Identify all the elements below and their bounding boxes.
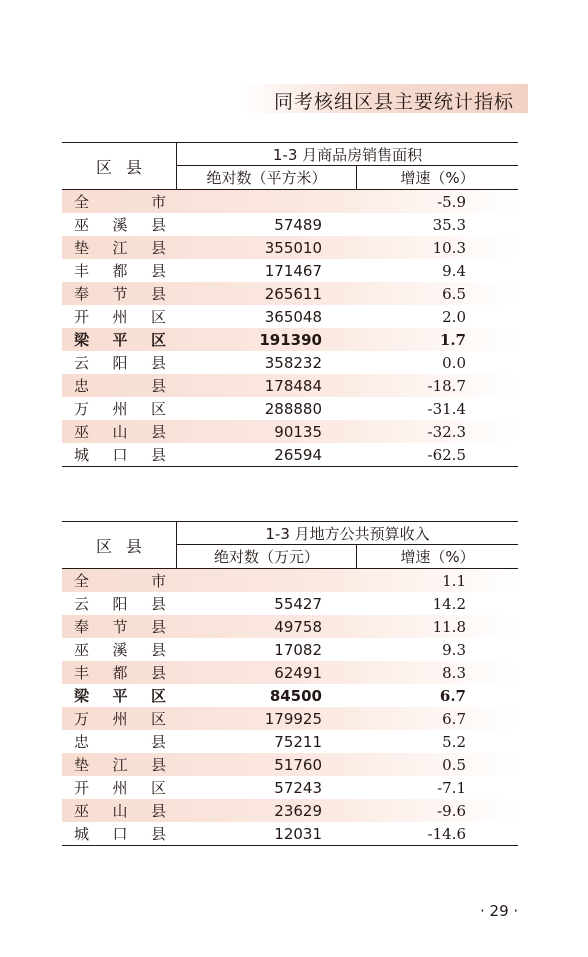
- district-name: [74, 328, 166, 351]
- district-char: 江: [112, 239, 128, 257]
- district-name: [74, 638, 166, 661]
- district-char: 区: [150, 779, 166, 797]
- district-char: 万: [74, 400, 90, 418]
- absolute-value: 358232: [264, 353, 322, 372]
- table-row: [62, 351, 518, 374]
- district-char: 城: [74, 446, 90, 464]
- district-char: 节: [112, 285, 128, 303]
- district-char: 区: [150, 400, 166, 418]
- district-char: 区: [150, 331, 166, 349]
- page-title: 同考核组区县主要统计指标: [273, 91, 514, 113]
- district-char: 城: [74, 825, 90, 843]
- district-char: 梁: [74, 687, 90, 705]
- district-char: 州: [112, 710, 128, 728]
- table-row: [62, 374, 518, 397]
- district-name: [74, 753, 166, 776]
- absolute-value: 191390: [259, 330, 322, 349]
- district-char: 区: [150, 687, 166, 705]
- table-row: [62, 799, 518, 822]
- absolute-header: 绝对数（平方米）: [206, 169, 327, 187]
- table-row: [62, 236, 518, 259]
- district-char: 奉: [74, 618, 90, 636]
- absolute-value: 265611: [264, 284, 322, 303]
- growth-rate: 2.0: [442, 307, 466, 326]
- district-name: [74, 259, 166, 282]
- absolute-value: 355010: [264, 238, 322, 257]
- table-row: [62, 328, 518, 351]
- growth-rate: 11.8: [432, 617, 466, 636]
- growth-rate: 1.7: [439, 330, 466, 349]
- absolute-header: 绝对数（万元）: [213, 548, 319, 566]
- district-char: 忠: [74, 733, 90, 751]
- growth-rate: -32.3: [427, 422, 466, 441]
- district-name: [74, 213, 166, 236]
- growth-rate: 9.3: [442, 640, 466, 659]
- district-name: [74, 190, 166, 213]
- table-row: [62, 730, 518, 753]
- district-char: 溪: [112, 216, 128, 234]
- table-row: [62, 615, 518, 638]
- district-char: 山: [112, 802, 128, 820]
- table-body: [62, 190, 518, 467]
- district-name: [74, 615, 166, 638]
- table-row: [62, 569, 518, 592]
- district-char: 县: [150, 285, 166, 303]
- growth-header: 增速（%）: [400, 548, 475, 566]
- absolute-value: 55427: [274, 594, 322, 613]
- table-row: [62, 305, 518, 328]
- district-char: 巫: [74, 641, 90, 659]
- absolute-value: 57489: [274, 215, 322, 234]
- district-name: [74, 799, 166, 822]
- district-char: 县: [150, 802, 166, 820]
- district-name: [74, 707, 166, 730]
- growth-rate: 0.5: [442, 755, 466, 774]
- district-char: 县: [150, 423, 166, 441]
- growth-rate: -31.4: [427, 399, 466, 418]
- district-name: [74, 305, 166, 328]
- district-name: [74, 569, 166, 592]
- growth-rate: 5.2: [442, 732, 466, 751]
- district-char: 万: [74, 710, 90, 728]
- district-char: 全: [74, 193, 90, 211]
- district-char: 云: [74, 595, 90, 613]
- district-name: [74, 397, 166, 420]
- growth-rate: 8.3: [442, 663, 466, 682]
- growth-rate: 1.1: [442, 571, 466, 590]
- district-header: 区县: [95, 157, 156, 177]
- growth-rate: 14.2: [432, 594, 466, 613]
- district-name: [74, 776, 166, 799]
- district-char: 平: [112, 687, 128, 705]
- district-char: 云: [74, 354, 90, 372]
- table-header: [62, 521, 518, 569]
- table-title: 1-3 月地方公共预算收入: [265, 524, 430, 543]
- absolute-value: 171467: [264, 261, 322, 280]
- growth-rate: 0.0: [442, 353, 466, 372]
- table-body: [62, 569, 518, 846]
- table-row: [62, 259, 518, 282]
- district-char: 口: [112, 446, 128, 464]
- district-char: 丰: [74, 262, 90, 280]
- table-title: 1-3 月商品房销售面积: [272, 145, 423, 164]
- table-row: [62, 420, 518, 443]
- district-char: 州: [112, 308, 128, 326]
- district-char: 丰: [74, 664, 90, 682]
- district-char: 平: [112, 331, 128, 349]
- district-name: [74, 420, 166, 443]
- absolute-value: 26594: [274, 445, 322, 464]
- sales-area-table: [62, 142, 518, 467]
- district-char: 阳: [112, 595, 128, 613]
- district-char: 山: [112, 423, 128, 441]
- table-header: [62, 142, 518, 190]
- growth-rate: -9.6: [437, 801, 466, 820]
- district-char: 县: [150, 239, 166, 257]
- district-name: [74, 822, 166, 845]
- table-row: [62, 397, 518, 420]
- table-row: [62, 753, 518, 776]
- district-char: 县: [150, 354, 166, 372]
- growth-rate: 9.4: [442, 261, 466, 280]
- absolute-value: 288880: [264, 399, 322, 418]
- growth-rate: -18.7: [427, 376, 466, 395]
- growth-rate: -7.1: [437, 778, 466, 797]
- district-name: [74, 351, 166, 374]
- district-char: 口: [112, 825, 128, 843]
- district-char: 开: [74, 308, 90, 326]
- district-name: [74, 592, 166, 615]
- district-char: 县: [150, 262, 166, 280]
- district-char: 区: [150, 308, 166, 326]
- table-row: [62, 213, 518, 236]
- district-char: 县: [150, 825, 166, 843]
- district-char: 开: [74, 779, 90, 797]
- section-header-band: [240, 84, 528, 113]
- table-row: [62, 776, 518, 799]
- table-row: [62, 707, 518, 730]
- table-row: [62, 282, 518, 305]
- absolute-value: 57243: [274, 778, 322, 797]
- district-name: [74, 374, 166, 397]
- district-char: 县: [150, 446, 166, 464]
- table-row: [62, 190, 518, 213]
- district-char: 都: [112, 262, 128, 280]
- district-char: 忠: [74, 377, 90, 395]
- absolute-value: 17082: [274, 640, 322, 659]
- growth-rate: 10.3: [432, 238, 466, 257]
- absolute-value: 12031: [274, 824, 322, 843]
- district-char: 垫: [74, 756, 90, 774]
- table-row: [62, 592, 518, 615]
- table-row: [62, 638, 518, 661]
- absolute-value: 62491: [274, 663, 322, 682]
- district-char: 县: [150, 756, 166, 774]
- growth-rate: 6.7: [442, 709, 466, 728]
- district-char: 全: [74, 572, 90, 590]
- growth-rate: -62.5: [427, 445, 466, 464]
- district-char: 县: [150, 377, 166, 395]
- district-char: 江: [112, 756, 128, 774]
- table-row: [62, 684, 518, 707]
- district-char: 县: [150, 733, 166, 751]
- growth-rate: 6.7: [439, 686, 466, 705]
- absolute-value: 365048: [264, 307, 322, 326]
- district-char: 巫: [74, 216, 90, 234]
- absolute-value: 179925: [264, 709, 322, 728]
- absolute-value: 49758: [274, 617, 322, 636]
- absolute-value: 75211: [274, 732, 322, 751]
- growth-header: 增速（%）: [400, 169, 475, 187]
- district-char: 区: [150, 710, 166, 728]
- growth-rate: -14.6: [427, 824, 466, 843]
- district-name: [74, 282, 166, 305]
- public-budget-table: [62, 521, 518, 846]
- district-char: 巫: [74, 423, 90, 441]
- absolute-value: 23629: [274, 801, 322, 820]
- district-char: 巫: [74, 802, 90, 820]
- district-name: [74, 661, 166, 684]
- district-char: 市: [150, 572, 166, 590]
- page-number: · 29 ·: [480, 902, 519, 920]
- district-char: 溪: [112, 641, 128, 659]
- district-header: 区县: [95, 536, 156, 556]
- growth-rate: -5.9: [437, 192, 466, 211]
- absolute-value: 178484: [264, 376, 322, 395]
- table-row: [62, 822, 518, 845]
- district-char: 市: [150, 193, 166, 211]
- district-char: 奉: [74, 285, 90, 303]
- absolute-value: 84500: [269, 686, 322, 705]
- district-char: 县: [150, 216, 166, 234]
- district-char: 阳: [112, 354, 128, 372]
- district-char: 梁: [74, 331, 90, 349]
- district-char: 节: [112, 618, 128, 636]
- district-char: 都: [112, 664, 128, 682]
- absolute-value: 51760: [274, 755, 322, 774]
- district-char: 县: [150, 618, 166, 636]
- table-row: [62, 443, 518, 466]
- growth-rate: 6.5: [442, 284, 466, 303]
- absolute-value: 90135: [274, 422, 322, 441]
- district-name: [74, 684, 166, 707]
- district-char: 县: [150, 595, 166, 613]
- district-char: 州: [112, 779, 128, 797]
- table-row: [62, 661, 518, 684]
- growth-rate: 35.3: [432, 215, 466, 234]
- district-char: 州: [112, 400, 128, 418]
- district-name: [74, 730, 166, 753]
- district-name: [74, 443, 166, 466]
- district-char: 县: [150, 641, 166, 659]
- district-char: 垫: [74, 239, 90, 257]
- district-name: [74, 236, 166, 259]
- district-char: 县: [150, 664, 166, 682]
